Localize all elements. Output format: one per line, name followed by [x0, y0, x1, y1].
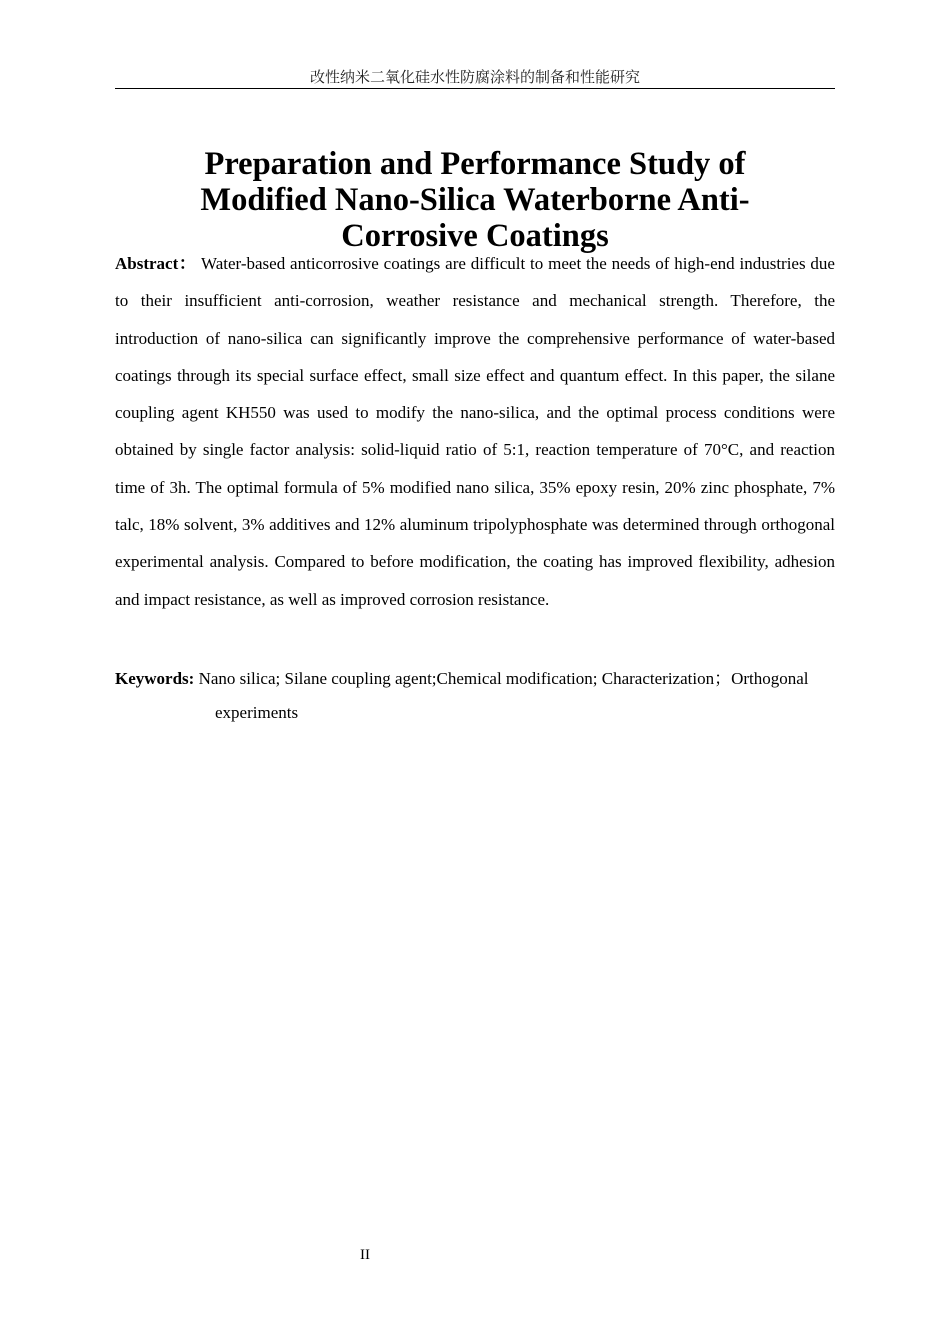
- paper-title: Preparation and Performance Study of Modified Nano-Silica Waterborne Anti-Corrosive Coatings: [200, 146, 750, 254]
- abstract-text: Water-based anticorrosive coatings are difficult to meet the needs of high-end industries due to their insufficient anti-corrosion, weather resistance and mechanical strength. Therefore, the introduction of nano-silica can significantly improve the comprehensive performance of water-based coatings through its special surface effect, small size effect and quantum effect. In this paper, the silane coupling agent KH550 was used to modify the nano-silica, and the optimal process conditions were obtained by single factor analysis: solid-liquid ratio of 5:1, reaction temperature of 70°C, and reaction time of 3h. The optimal formula of 5% modified nano silica, 35% epoxy resin, 20% zinc phosphate, 7% talc, 18% solvent, 3% additives and 12% aluminum tripolyphosphate was determined through orthogonal experimental analysis. Compared to before modification, the coating has improved flexibility, adhesion and impact resistance, as well as improved corrosion resistance.: [115, 254, 835, 609]
- abstract-paragraph: [115, 245, 835, 618]
- keywords-text: Nano silica; Silane coupling agent;Chemical modification; Characterization；Orthogonal experiments: [198, 669, 809, 722]
- running-header: 改性纳米二氧化硅水性防腐涂料的制备和性能研究: [309, 68, 640, 86]
- header-divider: [115, 88, 835, 89]
- keywords-label: Keywords:: [115, 669, 195, 688]
- keywords-paragraph: [115, 662, 835, 730]
- abstract-label: Abstract：: [115, 254, 197, 273]
- page-number: II: [360, 1247, 370, 1263]
